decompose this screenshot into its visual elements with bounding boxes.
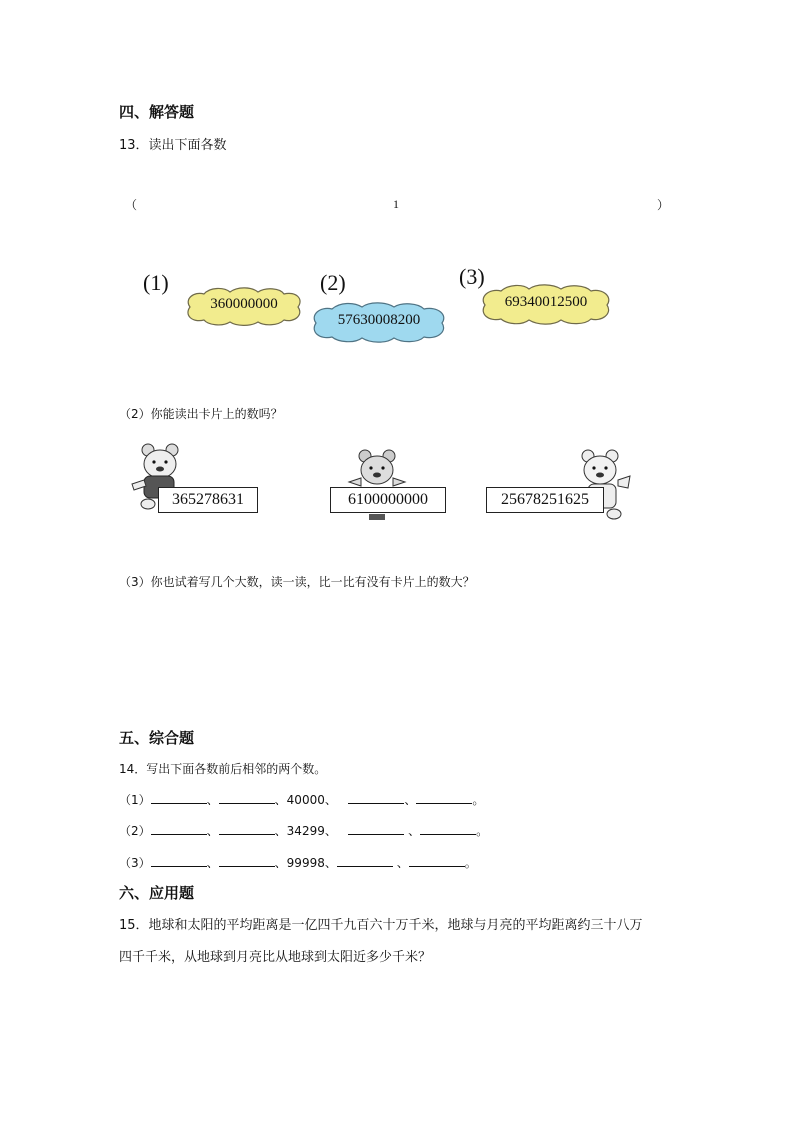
- paren-number: 1: [393, 197, 399, 211]
- separator: 、: [206, 824, 219, 838]
- separator: 、: [274, 856, 287, 870]
- separator: 、: [324, 856, 337, 870]
- question-14-text: 14．写出下面各数前后相邻的两个数。: [119, 762, 327, 776]
- answer-blank[interactable]: [151, 791, 207, 804]
- separator: 、: [274, 824, 287, 838]
- row-prefix: （3）: [119, 856, 151, 870]
- sub-question-2: （2）你能读出卡片上的数吗？: [119, 407, 283, 421]
- cloud-1: [182, 285, 306, 327]
- number-card-1: 365278631: [158, 487, 258, 513]
- row-number: 40000: [286, 793, 325, 807]
- answer-blank[interactable]: [151, 822, 207, 835]
- answer-blank[interactable]: [337, 854, 393, 867]
- period: 。: [472, 793, 485, 807]
- cloud-label-2: (2): [320, 270, 346, 295]
- cloud-2: [308, 300, 450, 344]
- row-prefix: （1）: [119, 793, 151, 807]
- answer-blank[interactable]: [219, 854, 275, 867]
- period: 。: [476, 824, 489, 838]
- sub-question-3: （3）你也试着写几个大数，读一读，比一比有没有卡片上的数大？: [119, 575, 475, 589]
- number-card-2: 6100000000: [330, 487, 446, 513]
- fill-row-2: [119, 822, 488, 839]
- answer-blank[interactable]: [348, 822, 404, 835]
- separator: 、: [396, 856, 409, 870]
- period: 。: [464, 856, 477, 870]
- separator: 、: [324, 793, 337, 807]
- fill-row-1: [119, 791, 484, 808]
- paren-close: ）: [657, 198, 670, 212]
- answer-blank[interactable]: [409, 854, 465, 867]
- question-15-line-1: 15．地球和太阳的平均距离是一亿四千九百六十万千米，地球与月亮的平均距离约三十八万: [119, 918, 643, 933]
- cloud-label-1: (1): [143, 270, 169, 295]
- cloud-number-3: 69340012500: [504, 294, 588, 310]
- separator: 、: [206, 856, 219, 870]
- answer-blank[interactable]: [416, 791, 472, 804]
- cloud-number-1: 360000000: [210, 296, 278, 312]
- cloud-number-2: 57630008200: [337, 312, 421, 328]
- bear-icon: [574, 446, 634, 526]
- answer-blank[interactable]: [219, 791, 275, 804]
- separator: 、: [324, 824, 337, 838]
- fill-row-3: [119, 854, 477, 871]
- question-15-line-2: 四千千米，从地球到月亮比从地球到太阳近多少千米？: [119, 950, 432, 965]
- separator: 、: [404, 793, 417, 807]
- answer-blank[interactable]: [348, 791, 404, 804]
- cloud-3: [477, 282, 615, 326]
- paren-open: （: [125, 198, 138, 212]
- question-13-text: 13．读出下面各数: [119, 138, 227, 153]
- section-4-heading: 四、解答题: [119, 103, 195, 121]
- cloud-label-3: (3): [459, 264, 485, 289]
- answer-blank[interactable]: [420, 822, 476, 835]
- number-card-3: 25678251625: [486, 487, 604, 513]
- answer-blank[interactable]: [219, 822, 275, 835]
- separator: 、: [408, 824, 421, 838]
- row-prefix: （2）: [119, 824, 151, 838]
- separator: 、: [206, 793, 219, 807]
- row-number: 34299: [286, 824, 325, 838]
- answer-blank[interactable]: [151, 854, 207, 867]
- separator: 、: [274, 793, 287, 807]
- section-6-heading: 六、应用题: [119, 884, 195, 902]
- section-5-heading: 五、综合题: [119, 729, 195, 747]
- row-number: 99998: [286, 856, 325, 870]
